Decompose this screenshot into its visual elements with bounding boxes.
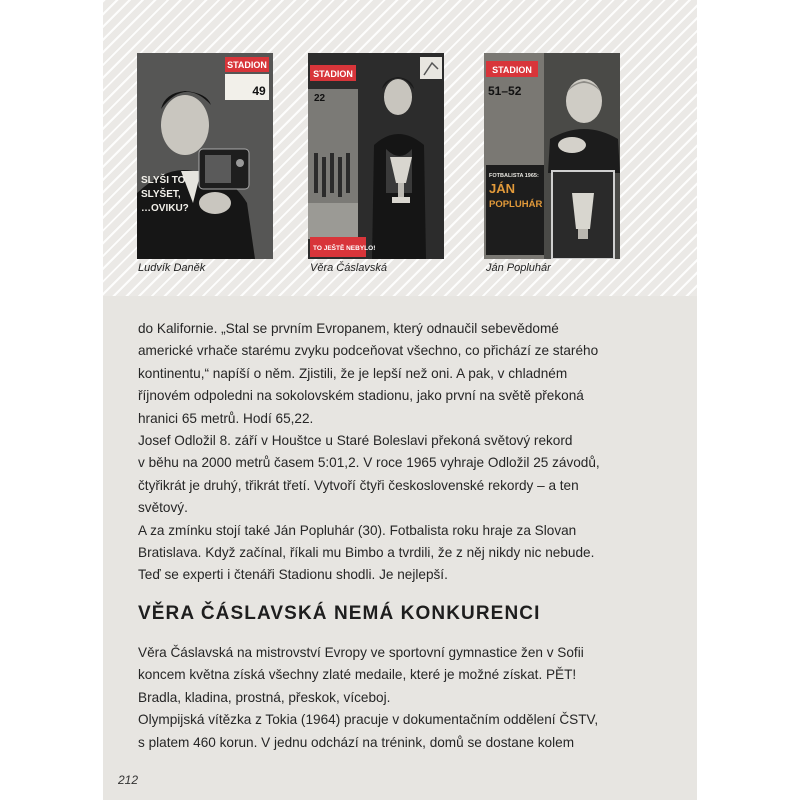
body-text-upper bbox=[138, 318, 678, 587]
body-line: Teď se experti i čtenáři Stadionu shodli. Je nejlepší. bbox=[138, 567, 448, 583]
photo-caption: Ján Popluhár bbox=[486, 262, 551, 274]
cover-issue-number: 49 bbox=[252, 84, 266, 98]
book-page bbox=[103, 0, 697, 800]
magazine-cover-caslavska bbox=[308, 53, 444, 259]
body-line: světový. bbox=[138, 500, 188, 516]
body-line: A za zmínku stojí také Ján Popluhár (30). Fotbalista roku hraje za Slovan bbox=[138, 522, 577, 538]
section-heading: VĚRA ČÁSLAVSKÁ NEMÁ KONKURENCI bbox=[138, 603, 541, 624]
body-line: říjnovém odpoledni na sokolovském stadionu, jako první na světě překoná bbox=[138, 388, 584, 404]
cover-image-popluhar bbox=[484, 53, 620, 259]
body-line: Olympijská vítězka z Tokia (1964) pracuje v dokumentačním oddělení ČSTV, bbox=[138, 712, 599, 728]
cover-masthead: STADION bbox=[227, 60, 267, 70]
photo-strip bbox=[103, 0, 697, 296]
body-line: do Kalifornie. „Stal se prvním Evropanem, který odnaučil sebevědomé bbox=[138, 321, 559, 336]
cover-masthead: STADION bbox=[492, 65, 532, 75]
cover-headline-line: POPLUHÁR bbox=[489, 199, 543, 210]
cover-headline-line: JÁN bbox=[489, 181, 516, 196]
cover-issue-number: 22 bbox=[314, 93, 326, 104]
cover-issue-number: 51–52 bbox=[488, 84, 522, 98]
body-line: s platem 460 korun. V jednu odchází na trénink, domů se dostane kolem bbox=[138, 734, 575, 750]
cover-headline-line: SLYŠI TO bbox=[141, 175, 186, 186]
cover-image-caslavska bbox=[308, 53, 444, 259]
body-line: Bradla, kladina, prostná, přeskok, víceboj. bbox=[138, 689, 391, 705]
body-line: kontinentu,“ napíší o něm. Zjistili, že je lepší než oni. A pak, v chladném bbox=[138, 365, 568, 381]
page-number: 212 bbox=[118, 773, 139, 787]
magazine-cover-popluhar bbox=[484, 53, 620, 259]
photo-caption: Věra Čáslavská bbox=[310, 262, 388, 274]
body-line: americké vrhače starému zvyku podceňovat všechno, co přichází ze starého bbox=[138, 343, 599, 359]
body-text-lower bbox=[138, 642, 678, 754]
cover-headline-line: SLYŠET, bbox=[141, 189, 181, 200]
body-line: Bratislava. Když začínal, říkali mu Bimbo a tvrdili, že z něj nikdy nic nebude. bbox=[138, 545, 595, 561]
photo-caption: Ludvík Daněk bbox=[138, 262, 206, 274]
body-line: koncem května získá všechny zlaté medaile, které je možné získat. PĚT! bbox=[138, 667, 577, 683]
cover-headline: TO JEŠTĚ NEBYLO! bbox=[313, 245, 376, 252]
cover-image-danek bbox=[137, 53, 273, 259]
body-line: čtyřikrát je druhý, třikrát třetí. Vytvoří čtyři československé rekordy – a ten bbox=[138, 477, 579, 493]
cover-headline-line: …OVIKU? bbox=[141, 203, 189, 214]
cover-headline-line: FOTBALISTA 1965: bbox=[489, 173, 539, 179]
body-line: hranici 65 metrů. Hodí 65,22. bbox=[138, 410, 314, 426]
body-line: v běhu na 2000 metrů časem 5:01,2. V roce 1965 vyhraje Odložil 25 závodů, bbox=[138, 455, 600, 471]
body-line: Věra Čáslavská na mistrovství Evropy ve sportovní gymnastice žen v Sofii bbox=[138, 645, 584, 660]
magazine-cover-danek bbox=[137, 53, 273, 259]
body-line: Josef Odložil 8. září v Houštce u Staré Boleslavi překoná světový rekord bbox=[138, 433, 573, 449]
cover-masthead: STADION bbox=[313, 69, 353, 79]
